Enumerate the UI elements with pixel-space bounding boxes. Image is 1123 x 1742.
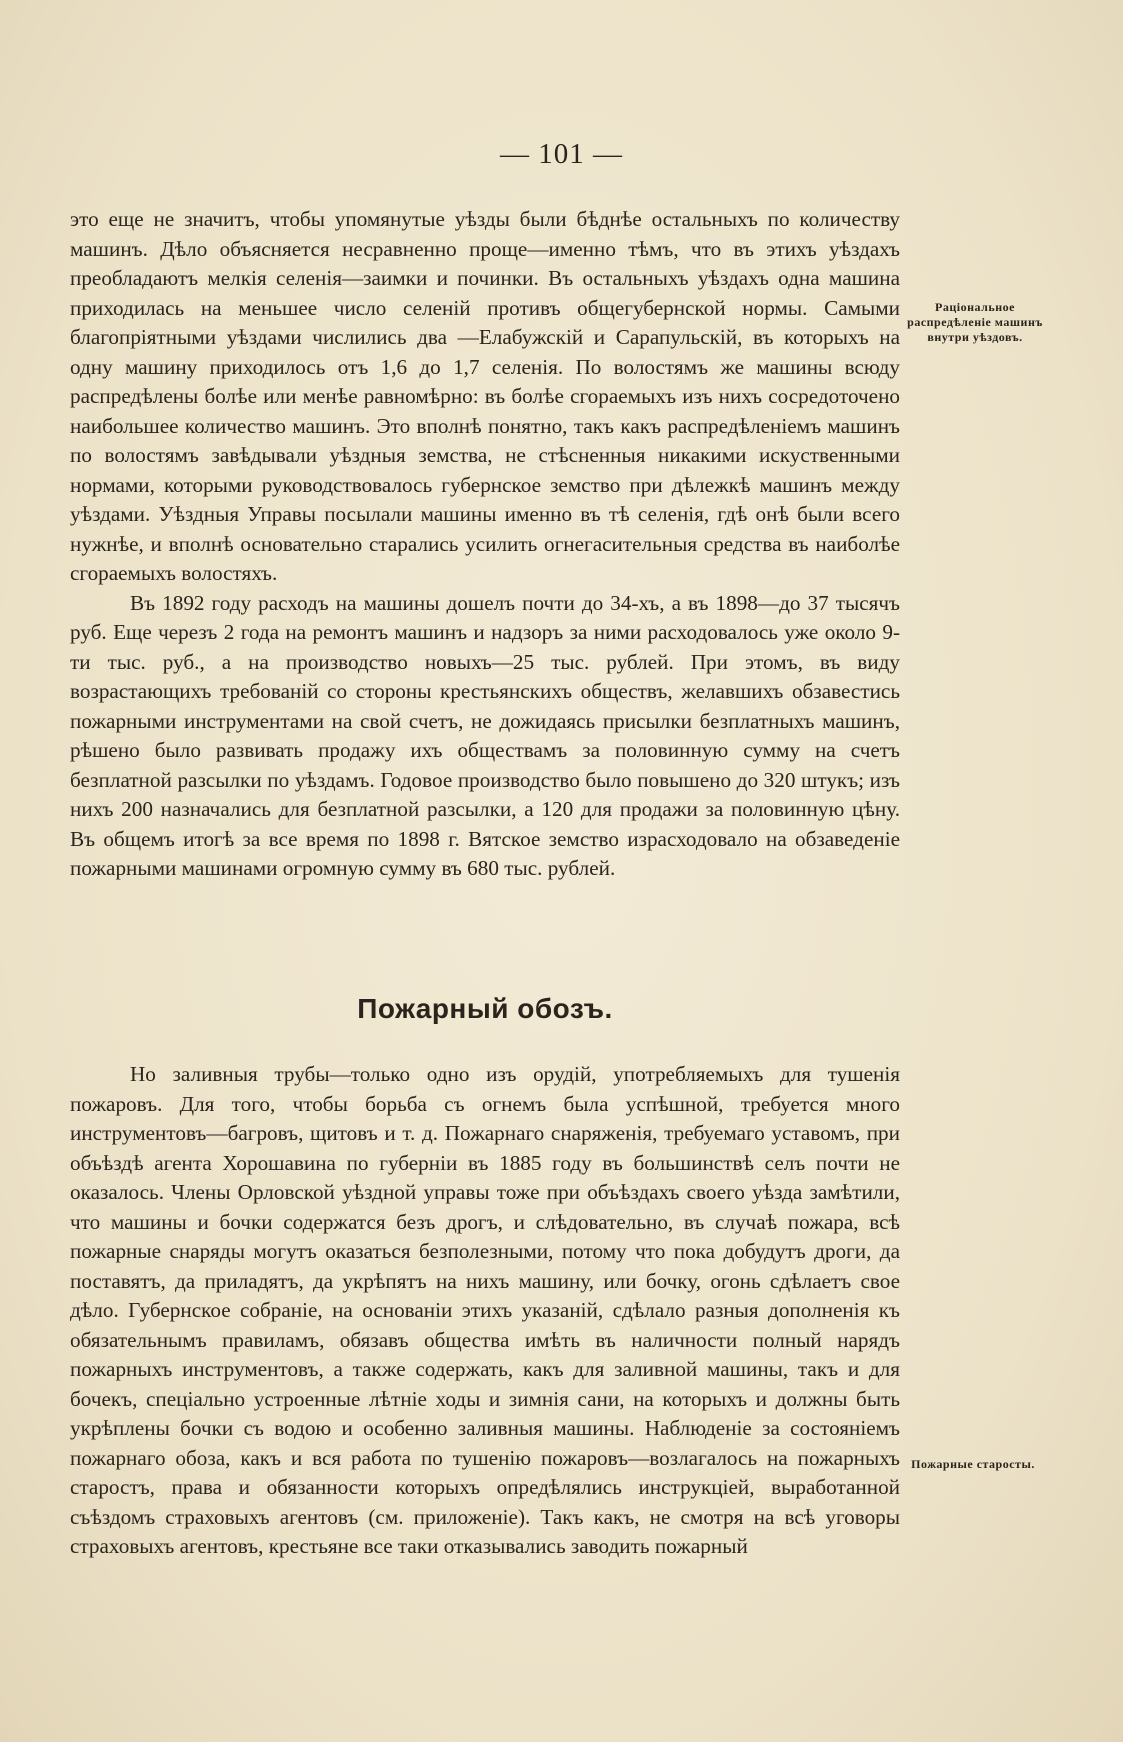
text-block-top	[70, 205, 900, 884]
margin-note: Раціональное распредѣленіе машинъ внутри уѣздовъ.	[907, 300, 1043, 344]
page-number: — 101 —	[500, 138, 623, 170]
paragraph: Но заливныя трубы—только одно изъ орудій, употребляемыхъ для тушенія пожаровъ. Для того, чтобы борьба съ огнемъ была успѣшной, требуется много инструментовъ—багровъ, щитовъ и т. д. Пожарнаго снаряженія, требуемаго уставомъ, при объѣздѣ агента Хорошавина по губерніи въ 1885 году въ большинствѣ селъ почти не оказалось. Члены Орловской уѣздной управы тоже при объѣздахъ своего уѣзда замѣтили, что машины и бочки содержатся безъ дрогъ, и слѣдовательно, въ случаѣ пожара, всѣ пожарные снаряды могутъ оказаться безполезными, потому что пока добудутъ дроги, да поставятъ, да приладятъ, да укрѣпятъ на нихъ машину, или бочку, огонь сдѣлаетъ свое дѣло. Губернское собраніе, на основаніи этихъ указаній, сдѣлало разныя дополненія къ обязательнымъ правиламъ, обязавъ общества имѣть въ наличности полный нарядъ пожарныхъ инструментовъ, а также содержать, какъ для заливной машины, такъ и для бочекъ, спеціально устроенные лѣтніе ходы и зимнія сани, на которыхъ и должны быть укрѣплены бочки съ водою и особенно заливныя машины. Наблюденіе за состояніемъ пожарнаго обоза, какъ и вся работа по тушенію пожаровъ—возлагалось на пожарныхъ старостъ, права и обязанности которыхъ опредѣлялись инструкціей, выработанной съѣздомъ страховыхъ агентовъ (см. приложеніе). Такъ какъ, не смотря на всѣ уговоры страховыхъ агентовъ, крестьяне все таки отказывались заводить пожарный	[70, 1062, 900, 1558]
paragraph: это еще не значитъ, чтобы упомянутые уѣзды были бѣднѣе остальныхъ по количеству машинъ. Дѣло объясняется несравненно проще—именно тѣмъ, что въ этихъ уѣздахъ преобладаютъ мелкія селенія—заимки и починки. Въ остальныхъ уѣздахъ одна машина приходилась на меньшее число селеній противъ общегубернской нормы. Самыми благопріятными уѣздами числились два —Елабужскій и Сарапульскій, въ которыхъ на одну машину приходилось отъ 1,6 до 1,7 селенія. По волостямъ же машины всюду распредѣлены болѣе или менѣе равномѣрно: въ болѣе сгораемыхъ изъ нихъ сосредоточено наибольшее количество машинъ. Это вполнѣ понятно, такъ какъ распредѣленіемъ машинъ по волостямъ завѣдывали уѣздныя земства, не стѣсненныя никакими искуственными нормами, которыми руководствовалось губернское земство при дѣлежкѣ машинъ между уѣздами. Уѣздныя Управы посылали машины именно въ тѣ селенія, гдѣ онѣ были всего нужнѣе, и вполнѣ основательно старались усилить огнегасительныя средства въ наиболѣе сгораемыхъ волостяхъ.	[70, 207, 900, 585]
text-block-bottom	[70, 1060, 900, 1562]
margin-note: Пожарные старосты.	[911, 1457, 1035, 1471]
section-heading: Пожарный обозъ.	[357, 993, 613, 1024]
paragraph: Въ 1892 году расходъ на машины дошелъ почти до 34-хъ, а въ 1898—до 37 тысячъ руб. Еще черезъ 2 года на ремонтъ машинъ и надзоръ за ними расходовалось уже около 9-ти тыс. руб., а на производство новыхъ—25 тыс. рублей. При этомъ, въ виду возрастающихъ требованій со стороны крестьянскихъ обществъ, желавшихъ обзавестись пожарными инструментами на свой счетъ, не дожидаясь присылки безплатныхъ машинъ, рѣшено было развивать продажу ихъ обществамъ за половинную сумму на счетъ безплатной разсылки по уѣздамъ. Годовое производство было повышено до 320 штукъ; изъ нихъ 200 назначались для безплатной разсылки, а 120 для продажи за половинную цѣну. Въ общемъ итогѣ за все время по 1898 г. Вятское земство израсходовало на обзаведеніе пожарными машинами огромную сумму въ 680 тыс. рублей.	[70, 590, 900, 880]
